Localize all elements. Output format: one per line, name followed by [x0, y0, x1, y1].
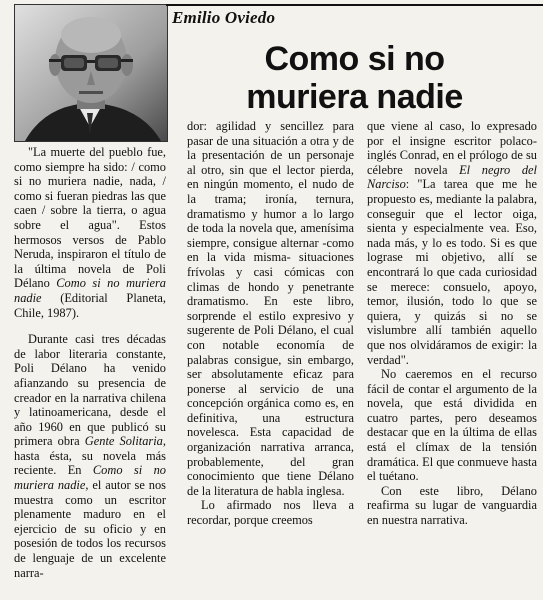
author-portrait-photo: [14, 4, 168, 142]
text: , el autor se nos muestra como un escritor plenamente maduro en el ejercicio de su oficio y en posesión de todos los recursos de lenguaje de un excelente narra-: [14, 478, 166, 580]
paragraph: dor: agilidad y sencillez para pasar de una situación a otra y de la presentación de un personaje al otro, sin que el lector pierda, en ningún momento, el nudo de la trama; ironía, ternura, dramatismo y humor a lo largo de toda la novela que, amenísima siempre, consigue alternar -como en la vida misma- situaciones frívolas y casi cómicas con climas de hondo y penetrante dramatismo. En este libro, sorprende el estilo expresivo y sugerente de Poli Délano, el cual con notable economía de palabras consigue, sin embargo, ser absolutamente eficaz para ponerse al servicio de una concepción orgánica como es, en definitiva, una estructura novelesca. Esta capacidad de organización narrativa arranca, probablemente, del gran conocimiento que tiene Délano de la literatura de habla inglesa.: [187, 119, 354, 498]
author-name: Emilio Oviedo: [172, 8, 276, 27]
book-title: Gente Solitaria: [84, 434, 163, 449]
article-column-1: [14, 145, 166, 580]
quote-text: "La muerte del pueblo fue, como siempre ha sido: / como si no muriera nadie, nada, / como si fueran piedras las que caen / sobre la tierra, o agua sobre el agua". Estos hermosos versos de Pablo Neruda, inspiraron el título de la última novela de Poli Délano: [14, 145, 166, 291]
text: (Editorial Planeta, Chile, 1987).: [14, 290, 166, 320]
paragraph: [367, 119, 537, 367]
paragraph: [14, 145, 166, 320]
headline-line-1: Como si no: [264, 40, 445, 78]
text: Durante casi tres décadas de labor literaria constante, Poli Délano ha venido afianzando su presencia de creador en la narrativa chilena y latinoamericana, desde el año 1960 en que publicó su primera obra: [14, 332, 166, 449]
paragraph: [14, 332, 166, 580]
author-bar: [166, 4, 543, 30]
headline-line-2: muriera nadie: [246, 78, 463, 116]
book-title: El negro del Narciso: [367, 162, 537, 192]
paragraph: No caeremos en el recurso fácil de contar el argumento de la novela, que está dividida en cuatro partes, pero deseamos destacar que en la última de ellas está el clímax de la tensión dramática. El que conmueve hasta el tuétano.: [367, 367, 537, 484]
paragraph: Lo afirmado nos lleva a recordar, porque creemos: [187, 498, 354, 528]
paragraph: Con este libro, Délano reafirma su lugar de vanguardia en nuestra narrativa.: [367, 483, 537, 528]
man-with-glasses-icon: [15, 5, 167, 141]
text: que viene al caso, lo expresado por el insigne escritor polaco-inglés Conrad, en el prólogo de su célebre novela: [367, 119, 537, 177]
text: : "La tarea que me he propuesto es, mediante la palabra, conseguir que el lector oiga, sienta y especialmente vea. Eso, nada más, y lo es todo. Si es que lograse mi objetivo, allí se encontrará lo que cada curiosidad se merece: consuelo, apoyo, temor, ilusión, todo lo que se quiera, y quizás si no se vislumbre allí también aquello que nos olvidáramos de exigir: la verdad".: [367, 177, 537, 367]
book-title: Como si no muriera nadie: [14, 276, 166, 305]
article-column-2: [187, 119, 354, 528]
article-column-3: [367, 119, 537, 528]
book-title: Como si no muriera nadie: [14, 463, 166, 493]
text: , hasta ésta, su novela más reciente. En: [14, 434, 166, 478]
headline: [166, 40, 543, 116]
